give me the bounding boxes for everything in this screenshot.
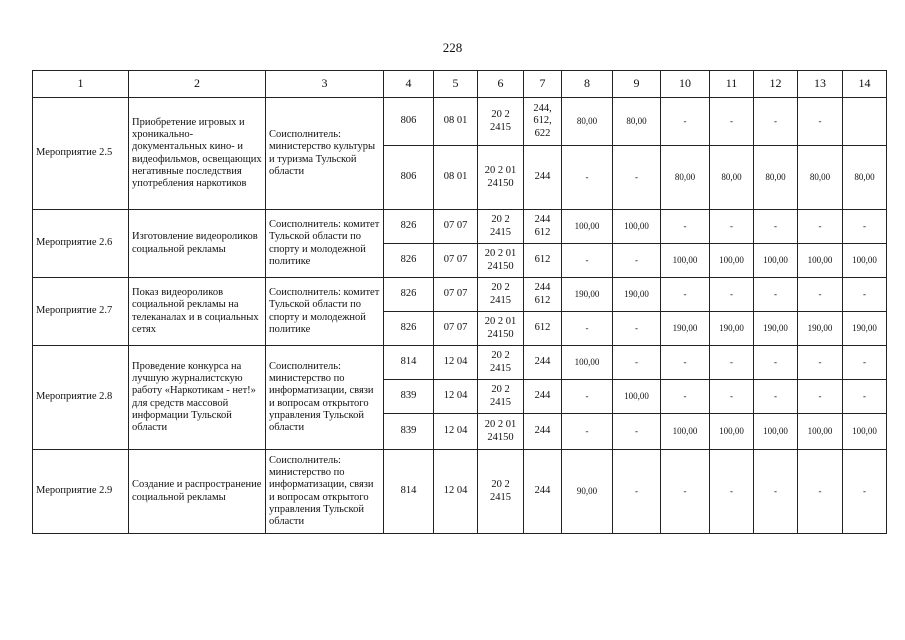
col-header: 4 [384,71,434,98]
measure-executor: Соисполнитель: министерство по информатизации, связи и вопросам открытого управления Тульской области [266,450,384,534]
cell-c11: - [710,98,754,146]
col-header: 13 [798,71,843,98]
cell-c11: - [710,278,754,312]
cell-c12: - [754,380,798,414]
cell-c11: - [710,380,754,414]
cell-c14 [843,98,887,146]
cell-c9: - [613,244,661,278]
cell-c10: 100,00 [661,244,710,278]
measure-name: Мероприятие 2.7 [33,278,129,346]
cell-c14: - [843,278,887,312]
cell-c8: - [562,244,613,278]
cell-c8: 80,00 [562,98,613,146]
col-header: 7 [524,71,562,98]
cell-c11: - [710,346,754,380]
cell-c8: 190,00 [562,278,613,312]
cell-c11: - [710,450,754,534]
cell-c9: - [613,146,661,210]
cell-c13: - [798,278,843,312]
cell-c7: 244 612 [524,278,562,312]
cell-c14: - [843,346,887,380]
cell-c10: - [661,98,710,146]
cell-c14: 80,00 [843,146,887,210]
cell-c5: 08 01 [434,146,478,210]
cell-c14: 100,00 [843,244,887,278]
cell-c7: 244 [524,146,562,210]
header-row [33,71,887,98]
measure-description: Создание и распространение социальной рекламы [129,450,266,534]
cell-c7: 612 [524,244,562,278]
cell-c12: 190,00 [754,312,798,346]
measure-name: Мероприятие 2.9 [33,450,129,534]
cell-c4: 826 [384,244,434,278]
table-row [33,278,887,312]
table-row [33,98,887,146]
cell-c10: 80,00 [661,146,710,210]
col-header: 6 [478,71,524,98]
cell-c12: - [754,346,798,380]
cell-c9: 100,00 [613,210,661,244]
col-header: 5 [434,71,478,98]
budget-table [32,70,887,534]
table-row [33,210,887,244]
col-header: 2 [129,71,266,98]
cell-c8: 100,00 [562,346,613,380]
cell-c14: - [843,210,887,244]
col-header: 8 [562,71,613,98]
cell-c11: 190,00 [710,312,754,346]
cell-c13: - [798,450,843,534]
cell-c5: 12 04 [434,380,478,414]
cell-c12: - [754,278,798,312]
cell-c12: - [754,98,798,146]
cell-c14: 100,00 [843,414,887,450]
cell-c5: 07 07 [434,244,478,278]
cell-c7: 244 [524,380,562,414]
cell-c4: 839 [384,380,434,414]
measure-executor: Соисполнитель: комитет Тульской области по спорту и молодежной политике [266,210,384,278]
cell-c12: 80,00 [754,146,798,210]
cell-c13: - [798,346,843,380]
cell-c13: - [798,210,843,244]
cell-c13: 100,00 [798,414,843,450]
cell-c11: - [710,210,754,244]
cell-c13: 100,00 [798,244,843,278]
cell-c10: - [661,380,710,414]
cell-c8: 100,00 [562,210,613,244]
col-header: 10 [661,71,710,98]
cell-c12: 100,00 [754,414,798,450]
cell-c9: - [613,414,661,450]
cell-c14: 190,00 [843,312,887,346]
cell-c11: 80,00 [710,146,754,210]
cell-c10: - [661,210,710,244]
cell-c5: 12 04 [434,346,478,380]
cell-c8: - [562,414,613,450]
cell-c12: - [754,210,798,244]
cell-c6: 20 2 2415 [478,278,524,312]
measure-executor: Соисполнитель: министерство культуры и туризма Тульской области [266,98,384,210]
cell-c9: 80,00 [613,98,661,146]
cell-c5: 07 07 [434,210,478,244]
cell-c7: 244, 612, 622 [524,98,562,146]
col-header: 9 [613,71,661,98]
cell-c8: - [562,146,613,210]
col-header: 12 [754,71,798,98]
cell-c12: 100,00 [754,244,798,278]
cell-c9: - [613,312,661,346]
measure-description: Приобретение игровых и хроникально-документальных кино- и видеофильмов, освещающих негативные последствия употребления наркотиков [129,98,266,210]
cell-c10: 190,00 [661,312,710,346]
cell-c4: 826 [384,312,434,346]
cell-c8: - [562,380,613,414]
table-row [33,450,887,534]
cell-c6: 20 2 2415 [478,98,524,146]
measure-description: Изготовление видеороликов социальной рекламы [129,210,266,278]
cell-c9: 100,00 [613,380,661,414]
cell-c8: 90,00 [562,450,613,534]
cell-c5: 12 04 [434,414,478,450]
cell-c5: 08 01 [434,98,478,146]
cell-c13: - [798,98,843,146]
cell-c4: 806 [384,146,434,210]
cell-c14: - [843,450,887,534]
cell-c4: 826 [384,210,434,244]
page-number: 228 [442,40,463,55]
cell-c11: 100,00 [710,414,754,450]
cell-c14: - [843,380,887,414]
cell-c4: 839 [384,414,434,450]
cell-c13: - [798,380,843,414]
cell-c9: - [613,346,661,380]
measure-executor: Соисполнитель: министерство по информатизации, связи и вопросам открытого управления Тульской области [266,346,384,450]
cell-c4: 814 [384,450,434,534]
cell-c6: 20 2 2415 [478,346,524,380]
cell-c7: 244 [524,414,562,450]
cell-c4: 806 [384,98,434,146]
cell-c10: 100,00 [661,414,710,450]
cell-c6: 20 2 2415 [478,380,524,414]
measure-description: Проведение конкурса на лучшую журналистскую работу «Наркотикам - нет!» для средств массовой информации Тульской области [129,346,266,450]
cell-c9: - [613,450,661,534]
cell-c5: 07 07 [434,312,478,346]
cell-c11: 100,00 [710,244,754,278]
measure-executor: Соисполнитель: комитет Тульской области по спорту и молодежной политике [266,278,384,346]
cell-c5: 07 07 [434,278,478,312]
cell-c10: - [661,450,710,534]
col-header: 1 [33,71,129,98]
cell-c13: 80,00 [798,146,843,210]
col-header: 14 [843,71,887,98]
cell-c6: 20 2 2415 [478,210,524,244]
cell-c7: 612 [524,312,562,346]
cell-c6: 20 2 01 24150 [478,312,524,346]
measure-name: Мероприятие 2.6 [33,210,129,278]
cell-c4: 814 [384,346,434,380]
table-row [33,346,887,380]
col-header: 3 [266,71,384,98]
cell-c9: 190,00 [613,278,661,312]
cell-c8: - [562,312,613,346]
cell-c7: 244 612 [524,210,562,244]
measure-name: Мероприятие 2.8 [33,346,129,450]
cell-c6: 20 2 01 24150 [478,414,524,450]
cell-c13: 190,00 [798,312,843,346]
cell-c6: 20 2 01 24150 [478,244,524,278]
cell-c5: 12 04 [434,450,478,534]
cell-c6: 20 2 2415 [478,450,524,534]
cell-c10: - [661,278,710,312]
cell-c10: - [661,346,710,380]
cell-c7: 244 [524,346,562,380]
cell-c12: - [754,450,798,534]
col-header: 11 [710,71,754,98]
cell-c6: 20 2 01 24150 [478,146,524,210]
cell-c7: 244 [524,450,562,534]
measure-name: Мероприятие 2.5 [33,98,129,210]
measure-description: Показ видеороликов социальной рекламы на телеканалах и в социальных сетях [129,278,266,346]
cell-c4: 826 [384,278,434,312]
